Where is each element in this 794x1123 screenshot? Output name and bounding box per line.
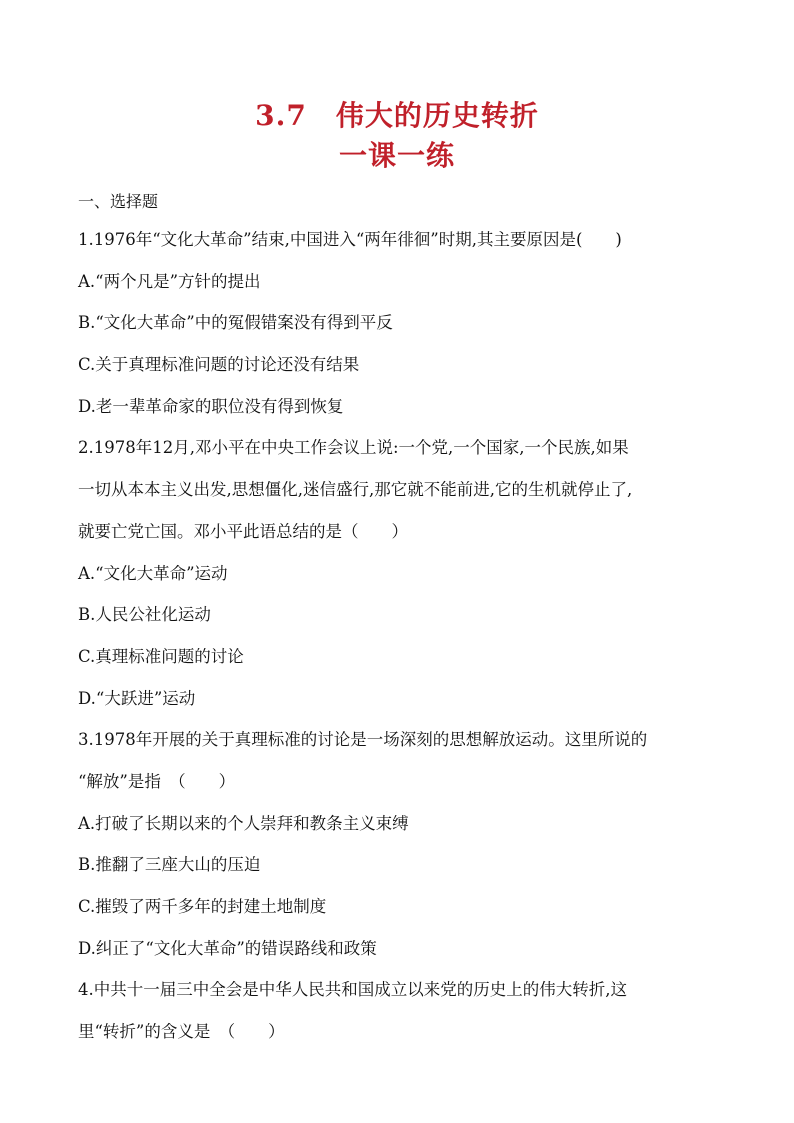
question-4: [78, 969, 718, 1052]
question-3: [78, 719, 718, 969]
option-a: A.“两个凡是”方针的提出: [78, 271, 261, 291]
option-d: D.“大跃进”运动: [78, 688, 196, 708]
question-1: [78, 219, 718, 427]
question-stem-line: “解放”是指 （ ）: [78, 771, 236, 791]
question-stem-line: 里“转折”的含义是 （ ）: [78, 1022, 285, 1042]
question-list: [78, 185, 718, 1053]
option-c: C.关于真理标准问题的讨论还没有结果: [78, 355, 360, 375]
option-c: C.真理标准问题的讨论: [78, 646, 244, 666]
option-d: D.纠正了“文化大革命”的错误路线和政策: [78, 938, 377, 958]
section-heading: 一、选择题: [78, 192, 159, 211]
question-2: [78, 427, 718, 719]
option-d: D.老一辈革命家的职位没有得到恢复: [78, 396, 344, 416]
page-subtitle: 一课一练: [338, 139, 455, 172]
question-stem-line: 2.1978年12月,邓小平在中央工作会议上说:一个党,一个国家,一个民族,如果: [78, 438, 629, 458]
question-stem-line: 3.1978年开展的关于真理标准的讨论是一场深刻的思想解放运动。这里所说的: [78, 730, 648, 750]
option-c: C.摧毁了两千多年的封建土地制度: [78, 897, 327, 916]
question-stem-line: 一切从本本主义出发,思想僵化,迷信盛行,那它就不能前进,它的生机就停止了,: [78, 480, 633, 500]
question-stem-line: 就要亡党亡国。邓小平此语总结的是（ ）: [78, 521, 408, 541]
question-stem-line: 1.1976年“文化大革命”结束,中国进入“两年徘徊”时期,其主要原因是( ): [78, 230, 622, 249]
option-b: B.人民公社化运动: [78, 605, 211, 625]
question-stem-line: 4.中共十一届三中全会是中华人民共和国成立以来党的历史上的伟大转折,这: [78, 980, 627, 1000]
option-a: A.“文化大革命”运动: [78, 563, 228, 583]
page-title: 3.7 伟大的历史转折: [255, 99, 539, 132]
option-b: B.“文化大革命”中的冤假错案没有得到平反: [78, 313, 393, 333]
option-b: B.推翻了三座大山的压迫: [78, 855, 261, 875]
option-a: A.打破了长期以来的个人崇拜和教条主义束缚: [78, 813, 409, 833]
